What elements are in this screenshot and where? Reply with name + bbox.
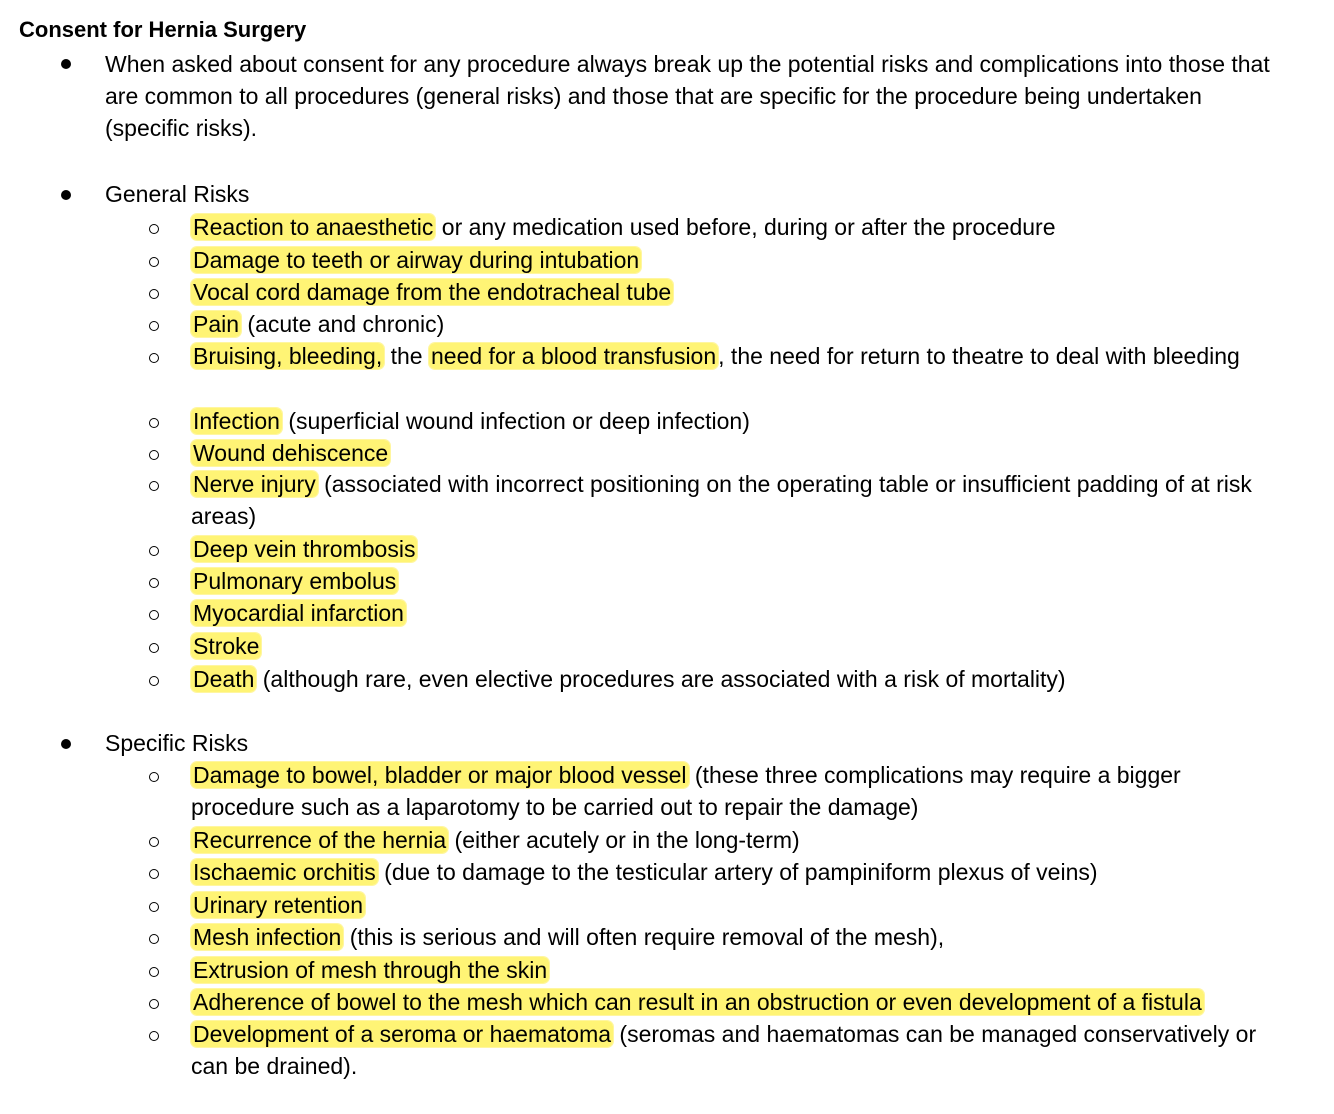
highlighted-text: Nerve injury [193,471,316,497]
highlighted-text: Wound dehiscence [193,440,389,466]
circle-bullet-icon [149,450,159,460]
highlighted-text: Bruising, bleeding, [193,343,383,369]
item-text: or any medication used before, during or after the procedure [435,214,1056,240]
circle-bullet-icon [149,902,159,912]
circle-bullet-icon [149,224,159,234]
circle-bullet-icon [149,289,159,299]
circle-bullet-icon [149,837,159,847]
circle-bullet-icon [149,676,159,686]
item-text: the [384,343,429,369]
highlighted-text: Pain [193,311,240,337]
highlighted-text: Recurrence of the hernia [193,827,447,853]
highlighted-text: Adherence of bowel to the mesh which can result in an obstruction or even development of a fistula [193,989,1202,1015]
circle-bullet-icon [149,610,159,620]
circle-bullet-icon [149,772,159,782]
highlighted-text: Ischaemic orchitis [193,859,376,885]
highlighted-text: Stroke [193,633,260,659]
document-title: Consent for Hernia Surgery [19,17,307,42]
circle-bullet-icon [149,418,159,428]
highlighted-text: Damage to bowel, bladder or major blood vessel [193,762,687,788]
highlighted-text: need for a blood transfusion [431,343,717,369]
item-text: (superficial wound infection or deep infection) [281,408,750,434]
item-text: (seromas and haematomas can be managed conservatively or can be drained). [191,1021,1257,1079]
circle-bullet-icon [149,643,159,653]
general-risks-heading: General Risks [105,181,250,207]
circle-bullet-icon [149,967,159,977]
highlighted-text: Pulmonary embolus [193,568,397,594]
circle-bullet-icon [149,546,159,556]
bullet-dot-icon [61,59,71,69]
circle-bullet-icon [149,321,159,331]
intro-text: When asked about consent for any procedure always break up the potential risks and complications into those that are common to all procedures (general risks) and those that are specific for the procedure being undertaken (specific risks). [105,51,1270,141]
circle-bullet-icon [149,1031,159,1041]
circle-bullet-icon [149,257,159,267]
highlighted-text: Extrusion of mesh through the skin [193,957,548,983]
circle-bullet-icon [149,999,159,1009]
bullet-dot-icon [61,739,71,749]
item-text: , the need for return to theatre to deal with bleeding [718,343,1240,369]
circle-bullet-icon [149,481,159,491]
highlighted-text: Reaction to anaesthetic [193,214,434,240]
highlighted-text: Vocal cord damage from the endotracheal tube [193,279,672,305]
highlighted-text: Mesh infection [193,924,342,950]
item-text: (either acutely or in the long-term) [448,827,800,853]
specific-risks-heading: Specific Risks [105,730,249,756]
item-text: (this is serious and will often require removal of the mesh), [343,924,945,950]
item-text: (acute and chronic) [241,311,445,337]
highlighted-text: Development of a seroma or haematoma [193,1021,612,1047]
circle-bullet-icon [149,934,159,944]
highlighted-text: Death [193,666,255,692]
circle-bullet-icon [149,578,159,588]
item-text: (these three complications may require a bigger procedure such as a laparotomy to be carried out to repair the damage) [191,762,1181,820]
bullet-dot-icon [61,190,71,200]
item-text: (although rare, even elective procedures are associated with a risk of mortality) [256,666,1066,692]
highlighted-text: Damage to teeth or airway during intubation [193,247,640,273]
highlighted-text: Myocardial infarction [193,600,404,626]
highlighted-text: Deep vein thrombosis [193,536,416,562]
item-text: (due to damage to the testicular artery of pampiniform plexus of veins) [377,859,1098,885]
highlighted-text: Infection [193,408,280,434]
highlighted-text: Urinary retention [193,892,364,918]
item-text: (associated with incorrect positioning on the operating table or insufficient padding of at risk areas) [191,471,1252,529]
circle-bullet-icon [149,869,159,879]
circle-bullet-icon [149,353,159,363]
